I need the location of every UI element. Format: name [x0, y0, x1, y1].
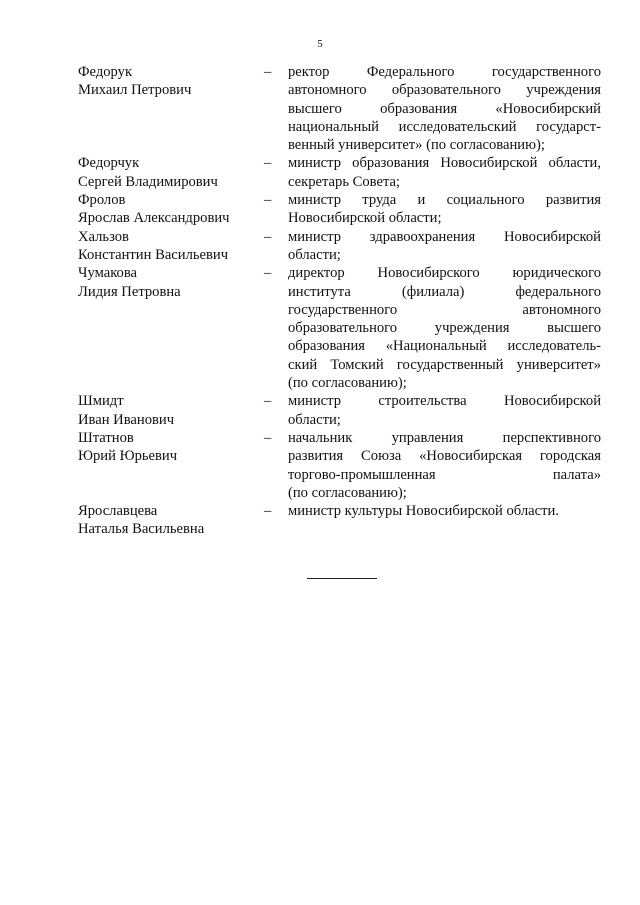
dash-separator: –	[264, 393, 272, 410]
dash-separator: –	[264, 192, 272, 209]
member-entry-frolov	[78, 191, 602, 228]
member-surname: Ярославцева	[78, 503, 158, 520]
member-name	[78, 154, 264, 191]
member-name	[78, 429, 264, 466]
member-surname: Штатнов	[78, 429, 134, 446]
position-line: области;	[288, 246, 341, 263]
dash-separator: –	[264, 228, 272, 245]
position-line: министр образования Новосибирской области,	[288, 155, 601, 172]
member-name	[78, 228, 264, 265]
member-name	[78, 191, 264, 228]
member-position	[288, 63, 601, 154]
position-line: министр строительства Новосибирской	[288, 393, 601, 410]
dash-separator: –	[264, 155, 272, 172]
member-entry-fedoruk	[78, 63, 602, 154]
dash-separator: –	[264, 64, 272, 80]
position-line: министр здравоохранения Новосибирской	[288, 228, 601, 245]
position-line: института (филиала) федерального	[288, 283, 601, 300]
member-surname: Федорчук	[78, 155, 140, 172]
member-name	[78, 63, 264, 100]
end-separator-line	[307, 578, 377, 579]
position-line: области;	[288, 411, 341, 428]
position-line: министр труда и социального развития	[288, 192, 601, 209]
member-surname: Хальзов	[78, 228, 129, 245]
member-position	[288, 264, 601, 392]
member-position	[288, 191, 601, 228]
dash-separator: –	[264, 429, 272, 446]
member-surname: Фролов	[78, 192, 126, 209]
position-line: секретарь Совета;	[288, 173, 401, 190]
council-member-list	[78, 63, 602, 539]
member-position	[288, 154, 601, 191]
member-surname: Чумакова	[78, 265, 138, 282]
position-line: торгово-промышленная палата»	[288, 466, 601, 483]
position-line: министр культуры Новосибирской области.	[288, 503, 559, 520]
member-entry-fedorchuk	[78, 154, 602, 191]
position-line: венный университет» (по согласованию);	[288, 137, 545, 154]
dash-separator: –	[264, 503, 272, 520]
member-position	[288, 502, 601, 520]
member-surname: Шмидт	[78, 393, 124, 410]
position-line: Новосибирской области;	[288, 210, 442, 227]
position-line: директор Новосибирского юридического	[288, 265, 601, 282]
position-line: образования «Национальный исследователь-	[288, 338, 601, 355]
member-surname: Федорук	[78, 64, 133, 80]
member-position	[288, 429, 601, 502]
position-line: (по согласованию);	[288, 375, 407, 392]
member-entry-shtatnov	[78, 429, 602, 502]
position-line: ректор Федерального государственного	[288, 64, 601, 80]
member-name	[78, 502, 264, 539]
position-line: (по согласованию);	[288, 484, 407, 501]
member-given-names: Сергей Владимирович	[78, 173, 218, 190]
member-entry-chumakova	[78, 264, 602, 392]
member-given-names: Ярослав Александрович	[78, 210, 230, 227]
member-name	[78, 264, 264, 301]
member-position	[288, 228, 601, 265]
position-line: образовательного учреждения высшего	[288, 320, 601, 337]
position-line: начальник управления перспективного	[288, 429, 601, 446]
member-entry-shmidt	[78, 392, 602, 429]
dash-separator: –	[264, 265, 272, 282]
position-line: высшего образования «Новосибирский	[288, 100, 601, 117]
member-name	[78, 392, 264, 429]
member-given-names: Наталья Васильевна	[78, 521, 205, 538]
member-entry-khalzov	[78, 228, 602, 265]
position-line: развития Союза «Новосибирская городская	[288, 448, 601, 465]
member-given-names: Юрий Юрьевич	[78, 448, 178, 465]
position-line: ский Томский государственный университет»	[288, 356, 601, 373]
member-position	[288, 392, 601, 429]
position-line: государственного автономного	[288, 301, 601, 318]
page-number: 5	[317, 38, 323, 50]
member-given-names: Иван Иванович	[78, 411, 175, 428]
member-given-names: Константин Васильевич	[78, 246, 229, 263]
member-given-names: Лидия Петровна	[78, 283, 181, 300]
member-given-names: Михаил Петрович	[78, 82, 192, 99]
position-line: национальный исследовательский государст-	[288, 118, 601, 135]
position-line: автономного образовательного учреждения	[288, 82, 601, 99]
member-entry-yaroslavtseva	[78, 502, 602, 539]
